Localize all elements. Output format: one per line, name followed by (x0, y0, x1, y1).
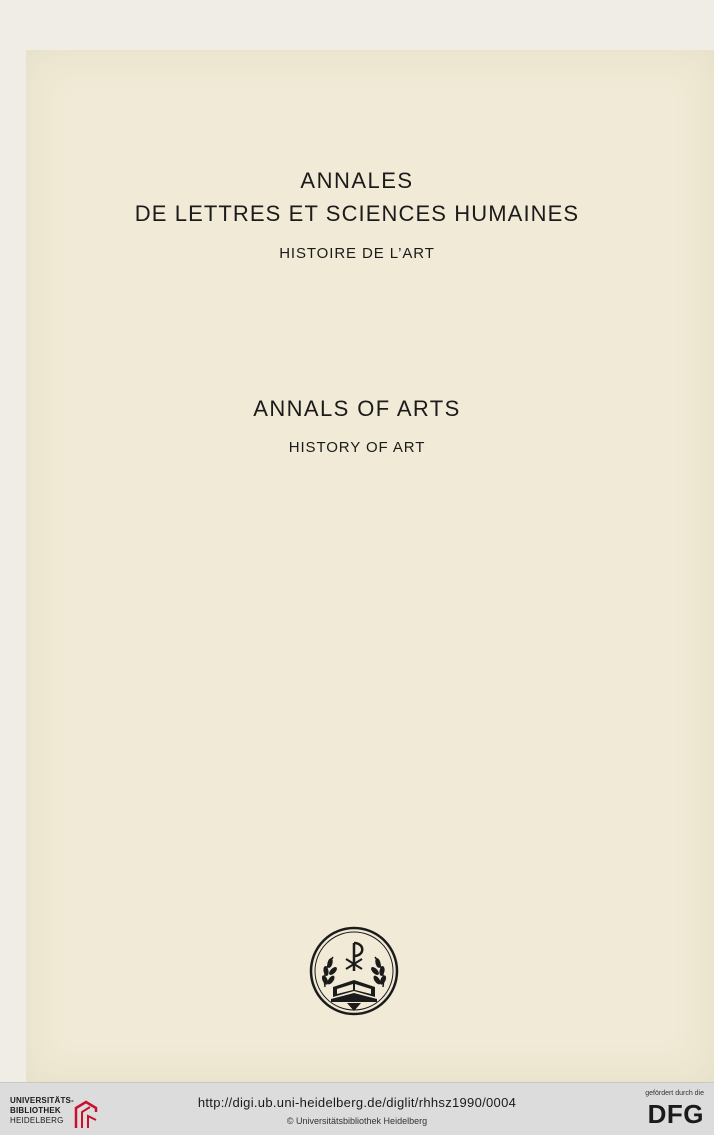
chi-rho-book-laurel-emblem-icon (309, 925, 399, 1017)
dfg-logo-text: DFG (647, 1099, 704, 1129)
viewer-footer (0, 1082, 714, 1135)
dfg-logo[interactable] (632, 1090, 704, 1132)
document-url-link[interactable]: http://digi.ub.uni-heidelberg.de/diglit/rhhsz1990/0004 (197, 1095, 517, 1110)
funder-note: gefördert durch die (645, 1090, 704, 1097)
section-english: HISTORY OF ART (288, 439, 426, 456)
title-english: ANNALS OF ARTS (253, 396, 461, 421)
library-name-line3: HEIDELBERG (10, 1116, 64, 1125)
subtitle-french: DE LETTRES ET SCIENCES HUMAINES (134, 201, 580, 226)
section-french: HISTOIRE DE L’ART (279, 245, 435, 262)
library-name-line2: BIBLIOTHEK (10, 1106, 61, 1115)
library-name-line1: UNIVERSITÄTS- (10, 1096, 74, 1105)
title-french: ANNALES (300, 168, 414, 193)
copyright-notice: © Universitätsbibliothek Heidelberg (286, 1116, 428, 1126)
